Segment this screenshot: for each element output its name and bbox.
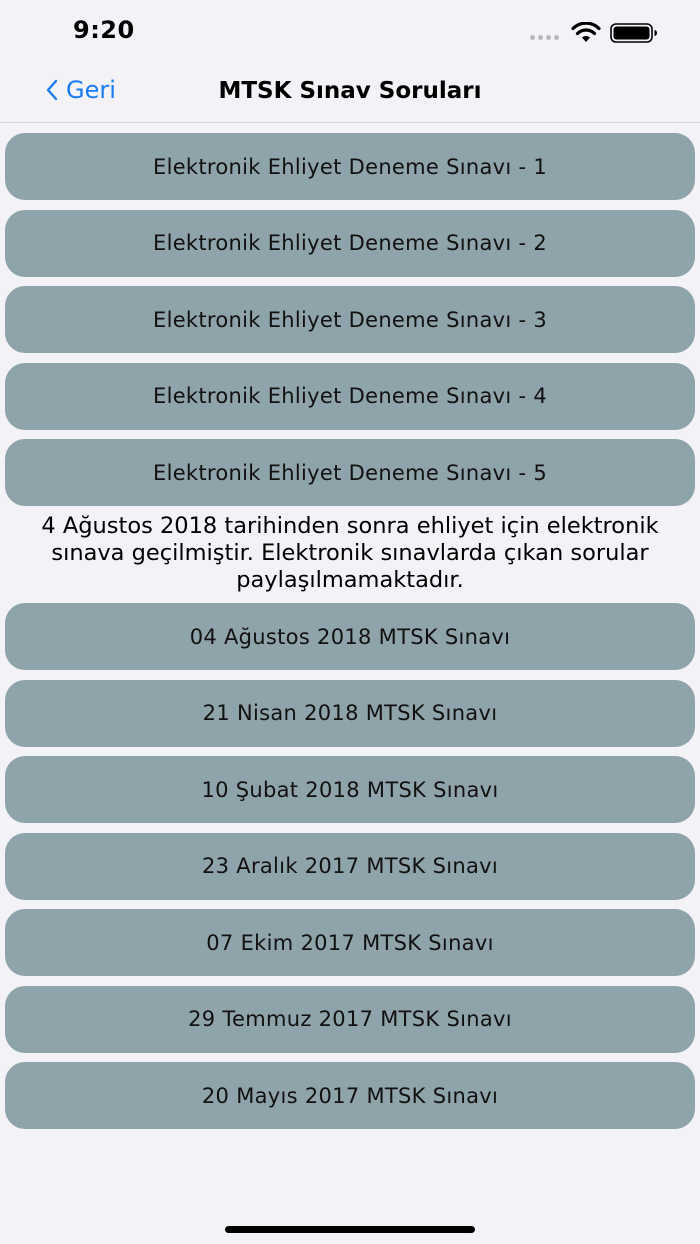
exam-list — [5, 133, 695, 1139]
past-exam-button-7[interactable]: 20 Mayıs 2017 MTSK Sınavı — [5, 1062, 695, 1129]
past-exam-button-3[interactable]: 10 Şubat 2018 MTSK Sınavı — [5, 756, 695, 823]
electronic-exam-button-2[interactable]: Elektronik Ehliyet Deneme Sınavı - 2 — [5, 210, 695, 277]
wifi-icon — [571, 22, 601, 44]
battery-icon — [610, 23, 658, 43]
page-title: MTSK Sınav Soruları — [218, 78, 482, 104]
home-indicator[interactable] — [225, 1226, 475, 1233]
info-text: 4 Ağustos 2018 tarihinden sonra ehliyet için elektronik sınava geçilmiştir. Elektronik sınavlarda çıkan sorular paylaşılmamaktadır. — [41, 513, 659, 593]
past-exam-button-1[interactable]: 04 Ağustos 2018 MTSK Sınavı — [5, 603, 695, 670]
navigation-bar — [0, 62, 700, 123]
status-time: 9:20 — [73, 16, 135, 44]
electronic-exam-button-4[interactable]: Elektronik Ehliyet Deneme Sınavı - 4 — [5, 363, 695, 430]
electronic-exam-button-3[interactable]: Elektronik Ehliyet Deneme Sınavı - 3 — [5, 286, 695, 353]
past-exam-button-2[interactable]: 21 Nisan 2018 MTSK Sınavı — [5, 680, 695, 747]
electronic-exam-button-5[interactable]: Elektronik Ehliyet Deneme Sınavı - 5 — [5, 439, 695, 506]
electronic-exam-button-1[interactable]: Elektronik Ehliyet Deneme Sınavı - 1 — [5, 133, 695, 200]
back-button-label: Geri — [66, 76, 116, 104]
cellular-signal-icon — [530, 35, 559, 40]
past-exam-button-5[interactable]: 07 Ekim 2017 MTSK Sınavı — [5, 909, 695, 976]
past-exam-button-4[interactable]: 23 Aralık 2017 MTSK Sınavı — [5, 833, 695, 900]
status-bar — [0, 0, 700, 62]
past-exam-button-6[interactable]: 29 Temmuz 2017 MTSK Sınavı — [5, 986, 695, 1053]
